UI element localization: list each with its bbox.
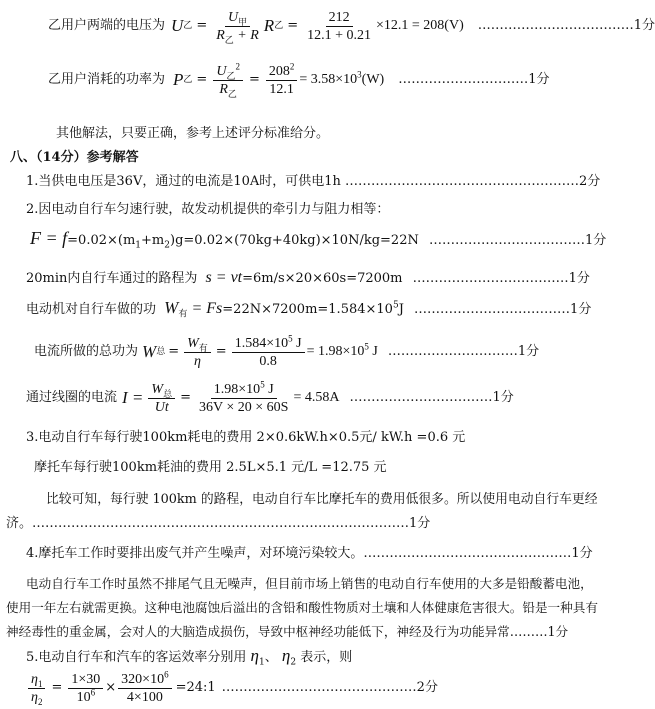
q4-answer: 4.摩托车工作时要排出废气并产生噪声，对环境污染较大。…………………………………………1分 (26, 546, 593, 561)
p-symbol: P (173, 70, 184, 89)
voltage-line: 乙用户两端的电压为 U 乙 = $\frac{U_甲}{R_乙 + R}$ R 乙 = $\frac{212}{12.1 + 0.21}$ ×12.1 = 208(V) ………………………………1分 (48, 9, 655, 45)
power-fraction-2: $\frac{208^2}{12.1}$ (266, 63, 298, 98)
work-equation: = Fs (191, 300, 223, 317)
distance-dots: ………………………………1分 (412, 271, 590, 286)
r-symbol: R (263, 16, 275, 35)
voltage-label: 乙用户两端的电压为 (48, 18, 166, 33)
force-line: $F = f=0.02\times(m_1+m_2)g=0.02\times(70kg+40kg)\times 10N/kg=22N$ ………………………………1分 (30, 228, 607, 251)
q5-intro: 5.电动自行车和汽车的客运效率分别用 $\eta_1$、 $\eta_2$ 表示，则 (26, 646, 353, 668)
power-fraction-1: $\frac{U_乙^2}{R_乙}$ (213, 63, 243, 98)
q4-paragraph-3: 神经毒性的重金属，会对人的大脑造成损伤，导致中枢神经功能低下，神经及行为功能异常………1分 (6, 624, 569, 639)
distance-equation: s = vt (205, 269, 243, 286)
work-dots: ………………………………1分 (414, 302, 592, 317)
total-work-fraction-2: $\frac{1.584\times 10^5 J}{0.8}$ (232, 335, 305, 370)
eq-sign-2: = (287, 18, 299, 33)
q3-comparison-end: 济。……………………………………………………………………………1分 (6, 516, 431, 531)
q2-intro: 2.因电动自行车匀速行驶，故发动机提供的牵引力与阻力相等： (26, 202, 390, 217)
q1-answer: 1.当供电电压是36V，通过的电流是10A时，可供电1h ………………………………………………2分 (26, 174, 601, 189)
q3-ebike-cost: 3.电动自行车每行驶100km耗电的费用 2×0.6kW.h×0.5元/ kW.h =0.6 元 (26, 430, 466, 445)
power-result: = $3.58\times 10^3(W)$ (299, 69, 385, 87)
efficiency-fraction-2: $\frac{320\times 10^6}{4\times 100}$ (118, 671, 171, 706)
force-dots: ………………………………1分 (428, 233, 607, 248)
total-work-fraction-1: $\frac{W_有}{\eta}$ (184, 335, 211, 370)
total-work-dots: …………………………1分 (387, 344, 540, 359)
efficiency-dots: ………………………………………2分 (221, 680, 438, 695)
u-symbol: U (171, 16, 184, 35)
efficiency-result: =24:1 (175, 680, 216, 695)
voltage-fraction-2: $\frac{212}{12.1 + 0.21}$ (307, 9, 372, 43)
current-dots: ……………………………1分 (349, 390, 514, 405)
efficiency-ratio: $\frac{\eta_1}{\eta_2}$ (28, 671, 45, 706)
total-work-line: 电流所做的总功为 W 总 = $\frac{W_有}{\eta}$ = $\frac{1.584\times 10^5 J}{0.8}$ = $1.98\times 10^5$ J …………………………1分 (34, 332, 540, 369)
current-fraction-2: $\frac{1.98\times 10^5 J}{36V \times 20 \times 60S}$ (199, 378, 289, 415)
distance-line: 20min内自行车通过的路程为 s = vt=6m/s×20×60s=7200m ………………………………1分 (26, 269, 590, 286)
voltage-fraction-1: $\frac{U_甲}{R_乙 + R}$ (216, 9, 259, 45)
q4-paragraph-2: 使用一年左右就需更换。这种电池腐蚀后溢出的含铅和酸性物质对土壤和人体健康危害很大。铅是一种具有 (6, 600, 598, 615)
voltage-dots: ………………………………1分 (477, 18, 655, 33)
force-equation: F = f (30, 228, 68, 248)
section-heading: 八、（14分）参考解答 (10, 150, 139, 165)
other-solutions-note: 其他解法，只要正确，参考上述评分标准给分。 (56, 126, 330, 141)
q3-motorcycle-cost: 摩托车每行驶100km耗油的费用 2.5L×5.1 元/L =12.75 元 (34, 460, 387, 475)
voltage-result: ×12.1 = 208(V) (376, 18, 464, 33)
power-label: 乙用户消耗的功率为 (48, 72, 166, 87)
work-line: 电动机对自行车做的功 $W_有 = Fs=22N\times 7200m=1.584\times 10^5J$ ………………………………1分 (26, 298, 592, 320)
power-line: 乙用户消耗的功率为 P 乙 = $\frac{U_乙^2}{R_乙}$ = $\frac{208^2}{12.1}$ = $3.58\times 10^3(W)$ …………………………1分 (48, 60, 550, 99)
power-dots: …………………………1分 (398, 72, 550, 87)
q4-paragraph-1: 电动自行车工作时虽然不排尾气且无噪声，但目前市场上销售的电动自行车使用的大多是铅酸蓄电池， (26, 576, 593, 591)
q5-formula: $\frac{\eta_1}{\eta_2}$ = $\frac{1\times 30}{10^6}$ × $\frac{320\times 10^6}{4\times 100}$ =24:1 ………………………………………2分 (26, 668, 438, 708)
current-fraction-1: $\frac{W_总}{Ut}$ (148, 381, 175, 416)
eq-sign: = (196, 18, 208, 33)
efficiency-fraction-1: $\frac{1\times 30}{10^6}$ (68, 671, 103, 706)
q3-comparison: 比较可知，每行驶 100km 的路程，电动自行车比摩托车的费用低很多。所以使用电动自行车更经 (46, 492, 598, 507)
current-line: 通过线圈的电流 I = $\frac{W_总}{Ut}$ = $\frac{1.98\times 10^5 J}{36V \times 20 \times 60S}$ = 4.58A ……………………………1分 (26, 378, 514, 415)
